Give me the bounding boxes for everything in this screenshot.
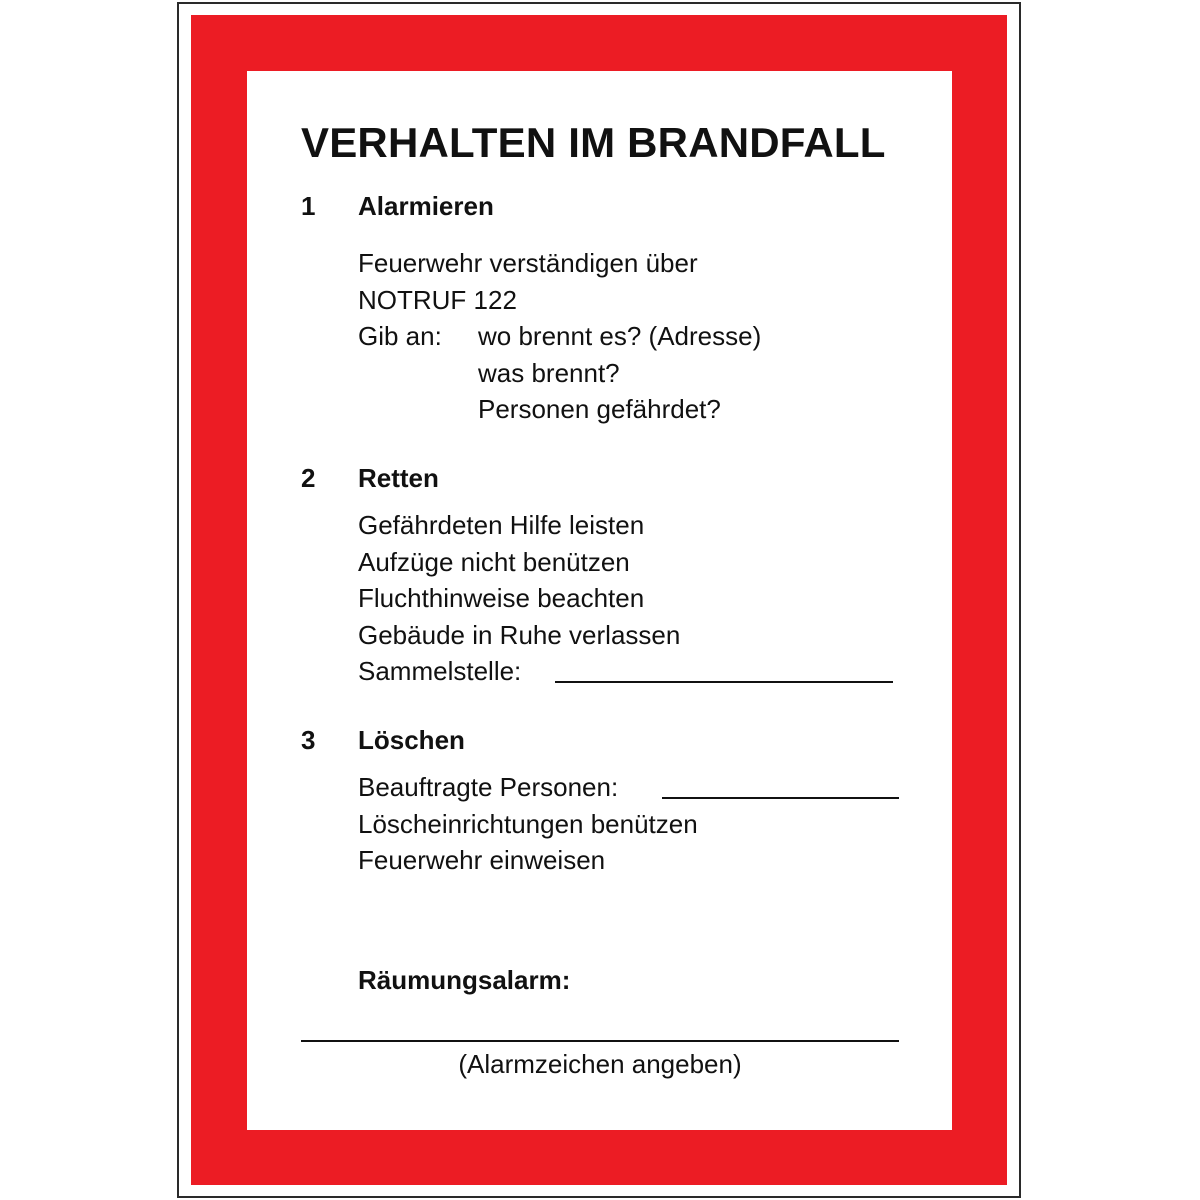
gib-an-item: was brennt? bbox=[478, 358, 620, 388]
gib-an-label: Gib an: bbox=[358, 321, 442, 351]
section-1-line: Feuerwehr verständigen über bbox=[358, 248, 698, 278]
beauftragte-personen-blank-line bbox=[662, 797, 899, 799]
section-2-heading: Retten bbox=[358, 463, 439, 493]
section-2-number: 2 bbox=[301, 463, 316, 493]
gib-an-item: wo brennt es? (Adresse) bbox=[478, 321, 762, 351]
raeumungsalarm-blank-line bbox=[301, 1040, 899, 1042]
section-3-line: Feuerwehr einweisen bbox=[358, 845, 606, 875]
gib-an-item: Personen gefährdet? bbox=[478, 394, 721, 424]
section-2-line: Aufzüge nicht benützen bbox=[358, 547, 630, 577]
raeumungsalarm-hint: (Alarmzeichen angeben) bbox=[458, 1049, 742, 1079]
section-3-heading: Löschen bbox=[358, 725, 465, 755]
section-1-line: NOTRUF 122 bbox=[358, 285, 517, 315]
beauftragte-personen-label: Beauftragte Personen: bbox=[358, 772, 619, 802]
section-1-heading: Alarmieren bbox=[358, 191, 494, 221]
section-3-line: Löscheinrichtungen benützen bbox=[358, 809, 698, 839]
section-2-line: Fluchthinweise beachten bbox=[358, 583, 645, 613]
raeumungsalarm-label: Räumungsalarm: bbox=[358, 965, 571, 995]
sammelstelle-blank-line bbox=[555, 681, 893, 683]
section-2-line: Gefährdeten Hilfe leisten bbox=[358, 510, 645, 540]
section-3-number: 3 bbox=[301, 725, 316, 755]
section-1-number: 1 bbox=[301, 191, 316, 221]
sign-title: VERHALTEN IM BRANDFALL bbox=[301, 119, 886, 166]
sammelstelle-label: Sammelstelle: bbox=[358, 656, 522, 686]
section-2-line: Gebäude in Ruhe verlassen bbox=[358, 620, 681, 650]
